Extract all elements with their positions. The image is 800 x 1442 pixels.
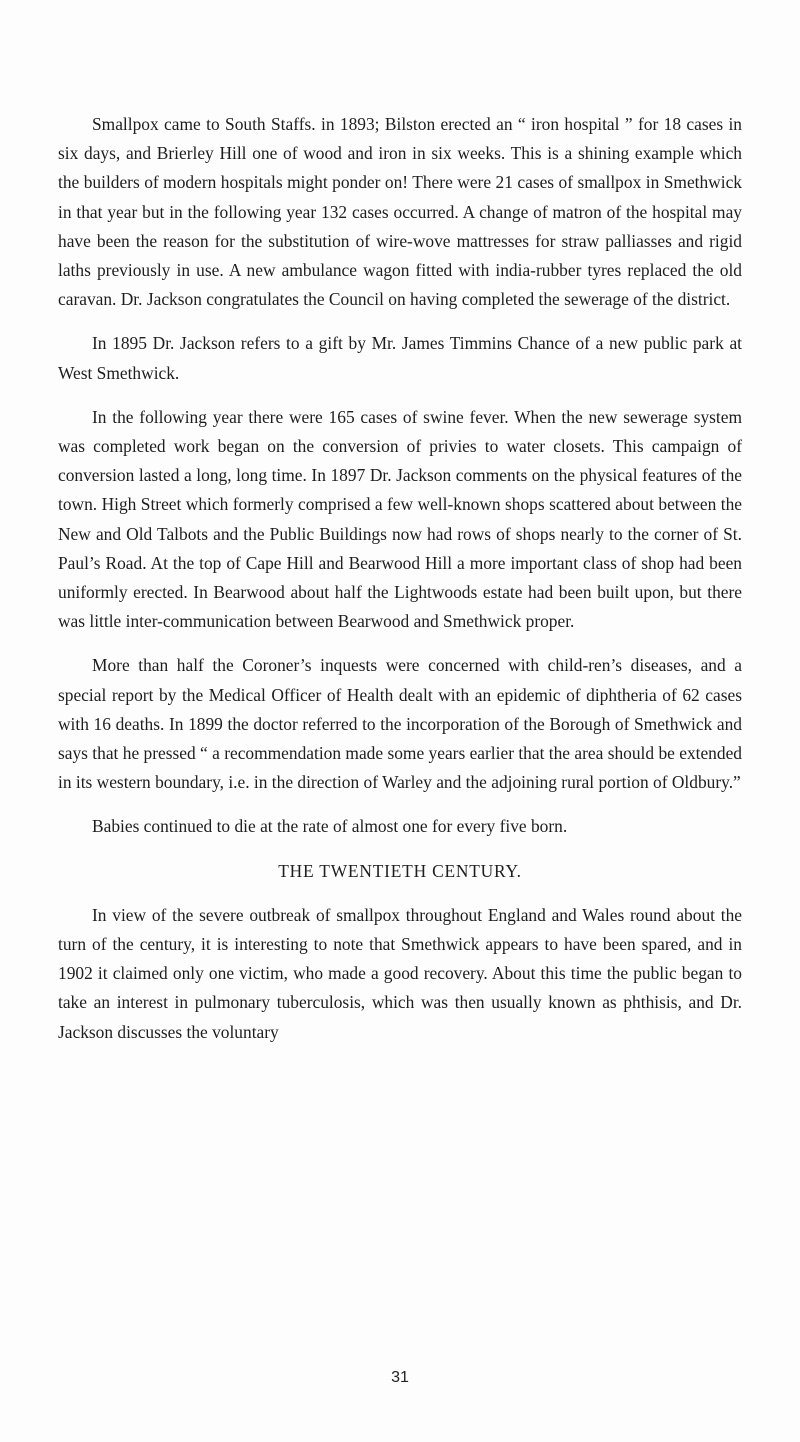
page-number: 31 (391, 1369, 409, 1386)
paragraph-public-park-1895: In 1895 Dr. Jackson refers to a gift by Mr. James Timmins Chance of a new public park at West Smethwick. (58, 333, 742, 383)
paragraph-smallpox-1893: Smallpox came to South Staffs. in 1893; Bilston erected an “ iron hospital ” for 18 cases in six days, and Brierley Hill one of wood and iron in six weeks. This is a shining example which the builders of modern hospitals might ponder on! There were 21 cases of smallpox in Smethwick in that year but in the following year 132 cases occurred. A change of matron of the hospital may have been the reason for the substitution of wire-wove mattresses for straw palliasses and rigid laths previously in use. A new ambulance wagon fitted with india-rubber tyres replaced the old caravan. Dr. Jackson congratulates the Council on having completed the sewerage of the district. (58, 114, 742, 310)
paragraph-infant-mortality: Babies continued to die at the rate of almost one for every five born. (92, 816, 568, 837)
body-text (58, 110, 742, 1047)
paragraph-swine-fever-1896: In the following year there were 165 cases of swine fever. When the new sewerage system was completed work began on the conversion of privies to water closets. This campaign of conversion lasted a long, long time. In 1897 Dr. Jackson comments on the physical features of the town. High Street which formerly comprised a few well-known shops scattered about between the New and Old Talbots and the Public Buildings now had rows of shops nearly to the corner of St. Paul’s Road. At the top of Cape Hill and Bearwood Hill a more important class of shop had been uniformly erected. In Bearwood about half the Lightwoods estate had been built upon, but there was little inter-communication between Bearwood and Smethwick proper. (58, 406, 742, 632)
paragraph-coroners-inquests: More than half the Coroner’s inquests were concerned with child-ren’s diseases, and a special report by the Medical Officer of Health dealt with an epidemic of diphtheria of 62 cases with 16 deaths. In 1899 the doctor referred to the incorporation of the Borough of Smethwick and says that he pressed “ a recommendation made some years earlier that the area should be extended in its western boundary, i.e. in the direction of Warley and the adjoining rural portion of Oldbury.” (58, 655, 742, 793)
section-heading: THE TWENTIETH CENTURY. (278, 860, 522, 881)
paragraph-twentieth-century: In view of the severe outbreak of smallpox throughout England and Wales round about the turn of the century, it is interesting to note that Smethwick appears to have been spared, and in 1902 it claimed only one victim, who made a good recovery. About this time the public began to take an interest in pulmonary tuberculosis, which was then usually known as phthisis, and Dr. Jackson discusses the voluntary (58, 904, 742, 1042)
